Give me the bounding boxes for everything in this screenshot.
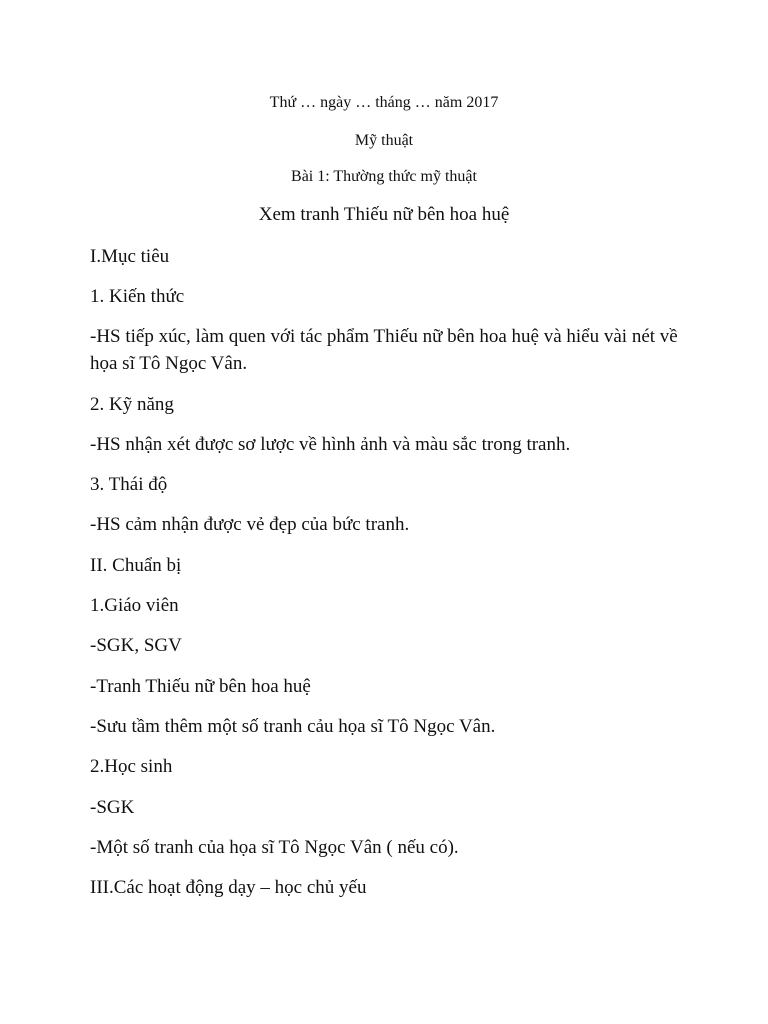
subheading-student: 2.Học sinh: [90, 756, 173, 777]
list-item: -Sưu tầm thêm một số tranh cảu họa sĩ Tô Ngọc Vân.: [90, 716, 496, 737]
paragraph-knowledge: -HS tiếp xúc, làm quen với tác phẩm Thiếu nữ bên hoa huệ và hiểu vài nét về họa sĩ Tô Ngọc Vân.: [90, 326, 678, 374]
list-item: -Một số tranh của họa sĩ Tô Ngọc Vân ( nếu có).: [90, 837, 459, 858]
subheading-knowledge: 1. Kiến thức: [90, 286, 185, 307]
lesson-line: Bài 1: Thường thức mỹ thuật: [291, 168, 477, 185]
section-heading-preparation: II. Chuẩn bị: [90, 555, 182, 576]
page-title: Xem tranh Thiếu nữ bên hoa huệ: [258, 204, 510, 225]
subheading-skills: 2. Kỹ năng: [90, 394, 174, 415]
subject-line: Mỹ thuật: [354, 132, 414, 149]
list-item: -SGK: [90, 797, 135, 818]
paragraph-skills: -HS nhận xét được sơ lược về hình ảnh và màu sắc trong tranh.: [90, 434, 571, 455]
list-item: -Tranh Thiếu nữ bên hoa huệ: [90, 676, 311, 697]
subheading-attitude: 3. Thái độ: [90, 474, 168, 495]
date-line: Thứ … ngày … tháng … năm 2017: [269, 94, 499, 111]
section-heading-activities: III.Các hoạt động dạy – học chủ yếu: [90, 877, 367, 898]
subheading-teacher: 1.Giáo viên: [90, 595, 179, 616]
list-item: -SGK, SGV: [90, 635, 182, 656]
section-heading-objectives: I.Mục tiêu: [90, 246, 170, 267]
paragraph-attitude: -HS cảm nhận được vẻ đẹp của bức tranh.: [90, 514, 410, 535]
